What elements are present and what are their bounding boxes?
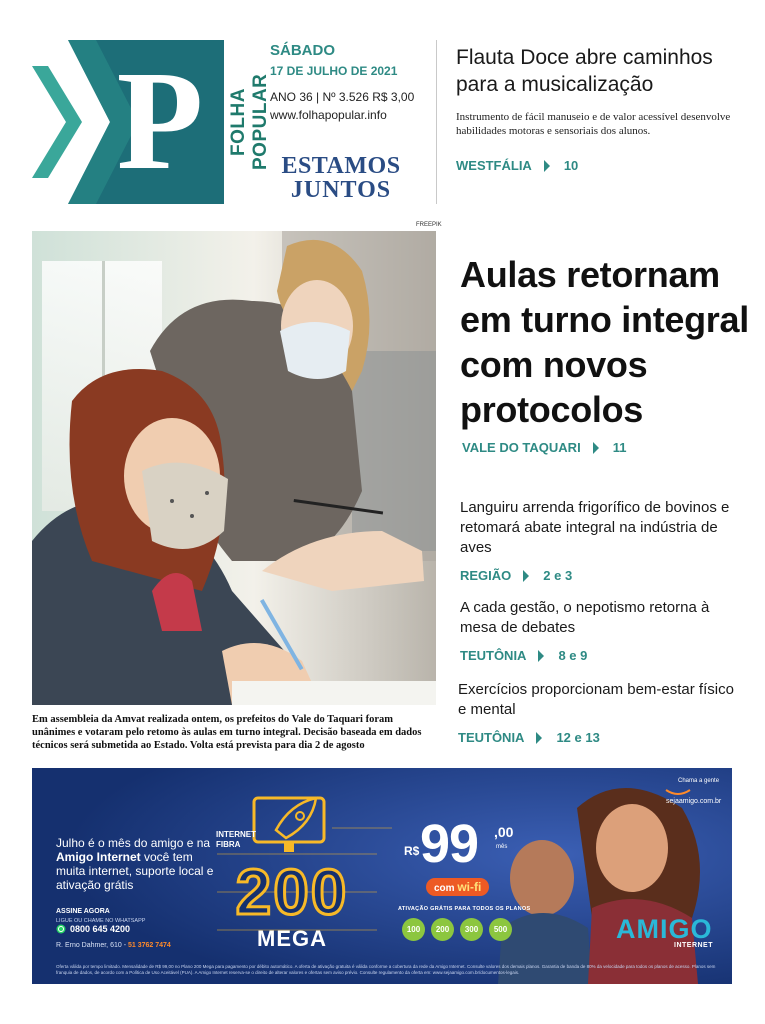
ad-wifi-badge (426, 878, 489, 896)
arrow-icon (523, 570, 529, 582)
ad-phone[interactable]: 0800 645 4200 (70, 924, 131, 934)
section-label: VALE DO TAQUARI (462, 440, 581, 455)
photo-caption: Em assembleia da Amvat realizada ontem, os prefeitos do Vale do Taquari foram unânimes e votaram pelo retomo às aulas em turno integral. Decisão baseada em dados técnicos será submetida ao Estado. Volta está prevista para dia 2 de agosto (32, 714, 422, 751)
story-title[interactable]: Languiru arrenda frigorífico de bovinos e retomará abate integral na indústria de aves (460, 499, 730, 556)
weekday: SÁBADO (270, 42, 336, 59)
ad-address-phone[interactable]: 51 3762 7474 (127, 942, 171, 949)
folha-popular-logo (32, 40, 271, 204)
story-item[interactable] (460, 498, 740, 583)
story-title[interactable]: A cada gestão, o nepotismo retorna à mesa de debates (460, 599, 710, 636)
ad-cta[interactable]: ASSINE AGORA (56, 908, 110, 915)
main-story-section-ref[interactable] (462, 440, 626, 455)
ad-plan-badge: 500 (489, 918, 512, 941)
ad-site[interactable]: sejaamigo.com.br (666, 798, 722, 805)
arrow-icon (536, 732, 542, 744)
ad-message (56, 836, 216, 892)
ad-message-pre: Julho é o mês do amigo e na (56, 836, 211, 850)
ad-plan-badge: 300 (460, 918, 483, 941)
ad-fine-print: Oferta válida por tempo limitado. Mensalidade de R$ 99,00 no Plano 200 Mega para pagamento por débito automático. A oferta de ativação gratuita é válida conforme a cobertura da rede da Amigo Internet. Consulte valores dos demais planos. Garantia de banda de 80% da velocidade para todos os planos de acesso. Planos sem franquia de dados, de acordo com a Política de Uso Aceitável (PUA). A Amigo Internet reserva-se o direito de alterar valores e ofertas sem aviso prévio. Consulte regulamento da oferta em: www.sejaamigo.com.br/documentos-legais. (56, 964, 716, 975)
ad-internet-label-2: FIBRA (216, 840, 241, 849)
date-block (270, 42, 430, 122)
ad-speed: 200 (235, 856, 349, 928)
edition-info: ANO 36 | Nº 3.526 R$ 3,00 (270, 90, 415, 104)
arrow-icon (593, 442, 599, 454)
campaign-line-2: JUNTOS (290, 177, 392, 203)
campaign-line-1: ESTAMOS (281, 153, 401, 179)
top-story-title[interactable]: Flauta Doce abre caminhos para a musicalização (456, 46, 713, 96)
whatsapp-icon (56, 924, 66, 934)
ad-plan-badge: 100 (402, 918, 425, 941)
ad-price: 99 (420, 814, 479, 874)
section-label: TEUTÔNIA (460, 648, 527, 663)
top-story[interactable] (456, 44, 746, 173)
ad-brand-sub: INTERNET (674, 942, 713, 949)
story-title[interactable]: Exercícios proporcionam bem-estar físico e mental (458, 681, 734, 718)
masthead-divider (436, 40, 437, 204)
page-number: 11 (612, 440, 627, 455)
main-headline[interactable]: Aulas retornam em turno integral com novos protocolos (460, 254, 749, 430)
section-label: WESTFÁLIA (456, 158, 532, 173)
ad-internet-label-1: INTERNET (216, 830, 256, 839)
ad-message-brand: Amigo Internet (56, 850, 141, 864)
top-story-section-ref[interactable] (456, 158, 746, 173)
story-item[interactable] (458, 680, 738, 745)
photo-credit: FREEPIK (416, 222, 442, 228)
page-number: 8 e 9 (558, 648, 588, 663)
story-section-ref[interactable] (460, 568, 740, 583)
ad-address (56, 942, 171, 949)
classroom-photo (32, 231, 436, 705)
ad-price-period: mês (496, 844, 508, 850)
ad-address-street: R. Erno Dahmer, 610 - (56, 942, 128, 949)
ad-brand: AMIGO (616, 914, 713, 944)
top-story-subtitle: Instrumento de fácil manuseio e de valor acessível desenvolve habilidades motoras e sensoriais dos alunos. (456, 111, 731, 137)
ad-currency: R$ (404, 844, 420, 858)
page-number: 12 e 13 (556, 730, 600, 745)
ad-phone-row[interactable] (56, 924, 130, 934)
issue-date: 17 DE JULHO DE 2021 (270, 64, 398, 78)
ad-message-post: você tem muita internet, suporte local e ativação grátis (56, 850, 214, 892)
arrow-icon (544, 160, 550, 172)
ad-speed-unit: MEGA (257, 926, 327, 951)
page-number: 2 e 3 (543, 568, 573, 583)
ad-wifi-label: wi-fi (457, 880, 482, 894)
page-number: 10 (563, 158, 579, 173)
section-label: REGIÃO (460, 568, 512, 583)
publication-name: FOLHA POPULAR (228, 73, 271, 171)
ad-internet-label (216, 830, 256, 850)
section-label: TEUTÔNIA (458, 730, 525, 745)
story-item[interactable] (460, 598, 740, 663)
campaign-logo (270, 154, 412, 206)
ad-price-cents: ,00 (494, 824, 514, 840)
logo-letter: P (116, 41, 204, 199)
story-section-ref[interactable] (460, 648, 740, 663)
ad-activation: ATIVAÇÃO GRÁTIS PARA TODOS OS PLANOS (398, 906, 531, 912)
story-section-ref[interactable] (458, 730, 738, 745)
amigo-internet-ad[interactable] (32, 768, 732, 984)
ad-plans (402, 918, 512, 941)
ad-plan-badge: 200 (431, 918, 454, 941)
arrow-icon (538, 650, 544, 662)
ad-cta-sub: LIGUE OU CHAME NO WHATSAPP (56, 918, 146, 924)
ad-chama: Chama a gente (678, 778, 720, 784)
ad-wifi-pre: com (434, 883, 458, 894)
website-link[interactable]: www.folhapopular.info (270, 108, 387, 122)
